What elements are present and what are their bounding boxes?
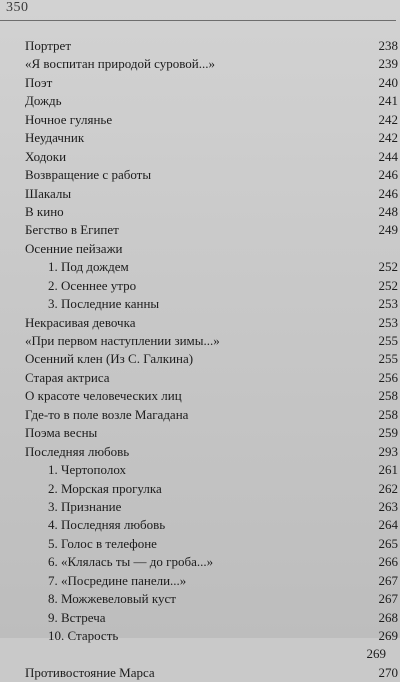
entry-page-number: 267 [378,591,398,607]
entry-page-number: 264 [378,517,398,533]
entry-page-number: 253 [378,314,398,330]
entry-title: 6. «Клялась ты — до гроба...» [48,554,214,570]
entry-page-number: 241 [378,93,398,109]
entry-title: Осенний клен (Из С. Галкина) [25,351,194,367]
entry-title: Шакалы [25,185,72,201]
entry-page-number: 258 [378,406,398,422]
toc-entry [25,111,400,129]
entry-page-number: 268 [378,609,398,625]
entry-page-number: 244 [378,148,398,164]
entry-page-number: 293 [378,443,398,459]
entry-page-number: 242 [378,130,398,146]
entry-page-number: 256 [378,369,398,385]
toc-entry [25,185,400,203]
entry-title: «Я воспитан природой суровой...» [25,56,216,72]
table-of-contents [25,37,400,682]
entry-title: Бегство в Египет [25,222,119,238]
entry-title: 8. Можжевеловый куст [48,591,176,607]
entry-page-number: 258 [378,388,398,404]
entry-title: 9. Встреча [48,609,106,625]
entry-title: 2. Осеннее утро [48,277,137,293]
entry-page-number: 269 [366,646,386,662]
entry-title: 1. Под дождем [48,259,129,275]
toc-subentry [25,295,400,313]
entry-page-number: 252 [378,277,398,293]
toc-subentry [25,498,400,516]
entry-page-number: 246 [378,185,398,201]
toc-entry [25,645,400,663]
entry-title: Поэма весны [25,425,98,441]
entry-title: 2. Морская прогулка [48,480,162,496]
entry-title: 7. «Посредине панели...» [48,572,187,588]
entry-title: Портрет [25,38,72,53]
entry-title: «При первом наступлении зимы...» [25,333,220,348]
entry-title: Последняя любовь [25,443,130,459]
entry-page-number: 252 [378,259,398,275]
toc-subentry [25,516,400,534]
entry-title: Осенние пейзажи [25,240,123,256]
entry-page-number: 246 [378,167,398,183]
toc-entry [25,350,400,368]
toc-entry [25,221,400,239]
toc-entry [25,92,400,110]
entry-title: Некрасивая девочка [25,314,136,330]
toc-entry [25,240,400,258]
entry-title: Старая актриса [25,369,110,385]
entry-page-number: 266 [378,554,398,570]
entry-page-number: 248 [378,203,398,219]
entry-title: Дождь [25,93,62,109]
entry-page-number: 267 [378,572,398,588]
toc-entry [25,314,400,332]
toc-entry [25,148,400,166]
toc-entry [25,74,400,92]
entry-page-number: 242 [378,111,398,127]
toc-entry [25,55,400,73]
entry-page-number: 261 [378,462,398,478]
toc-entry [25,332,400,350]
entry-title: В кино [25,203,64,219]
entry-title: Поэт [25,74,53,90]
entry-title: Противостояние Марса [25,664,155,680]
toc-subentry [25,258,400,276]
entry-page-number: 265 [378,535,398,551]
page-number: 350 [6,0,29,15]
entry-page-number: 253 [378,296,398,312]
toc-entry [25,129,400,147]
toc-subentry [25,480,400,498]
entry-title: 4. Последняя любовь [48,517,166,533]
entry-page-number: 259 [378,425,398,441]
entry-title: 10. Старость [48,628,119,643]
toc-entry [25,424,400,442]
entry-title: 5. Голос в телефоне [48,535,157,551]
entry-page-number: 239 [378,56,398,72]
entry-page-number: 249 [378,222,398,238]
toc-subentry [25,277,400,295]
entry-title: О красоте человеческих лиц [25,388,182,404]
toc-entry [25,406,400,424]
header-rule [0,20,396,21]
toc-subentry [25,535,400,553]
toc-entry [25,443,400,461]
entry-title: 3. Последние канны [48,296,160,312]
toc-subentry [25,590,400,608]
toc-subentry [25,627,400,645]
entry-title: 1. Чертополох [48,462,127,478]
entry-title: Ночное гулянье [25,111,113,127]
entry-title: 3. Признание [48,498,122,514]
toc-entry [25,369,400,387]
entry-page-number: 240 [378,74,398,90]
toc-entry [25,387,400,405]
entry-page-number: 255 [378,351,398,367]
entry-title: Где-то в поле возле Магадана [25,406,189,422]
entry-page-number: 269 [378,628,398,643]
toc-subentry [25,572,400,590]
entry-page-number: 238 [378,38,398,53]
toc-subentry [25,461,400,479]
entry-page-number: 255 [378,333,398,348]
entry-page-number: 262 [378,480,398,496]
entry-title: Неудачник [25,130,85,146]
entry-title: Ходоки [25,148,67,164]
toc-subentry [25,609,400,627]
entry-page-number: 263 [378,498,398,514]
toc-subentry [25,553,400,571]
entry-title: Возвращение с работы [25,167,152,183]
toc-entry [25,166,400,184]
entry-page-number: 270 [378,664,398,680]
toc-entry [25,37,400,55]
toc-entry [25,203,400,221]
toc-entry [25,664,400,682]
